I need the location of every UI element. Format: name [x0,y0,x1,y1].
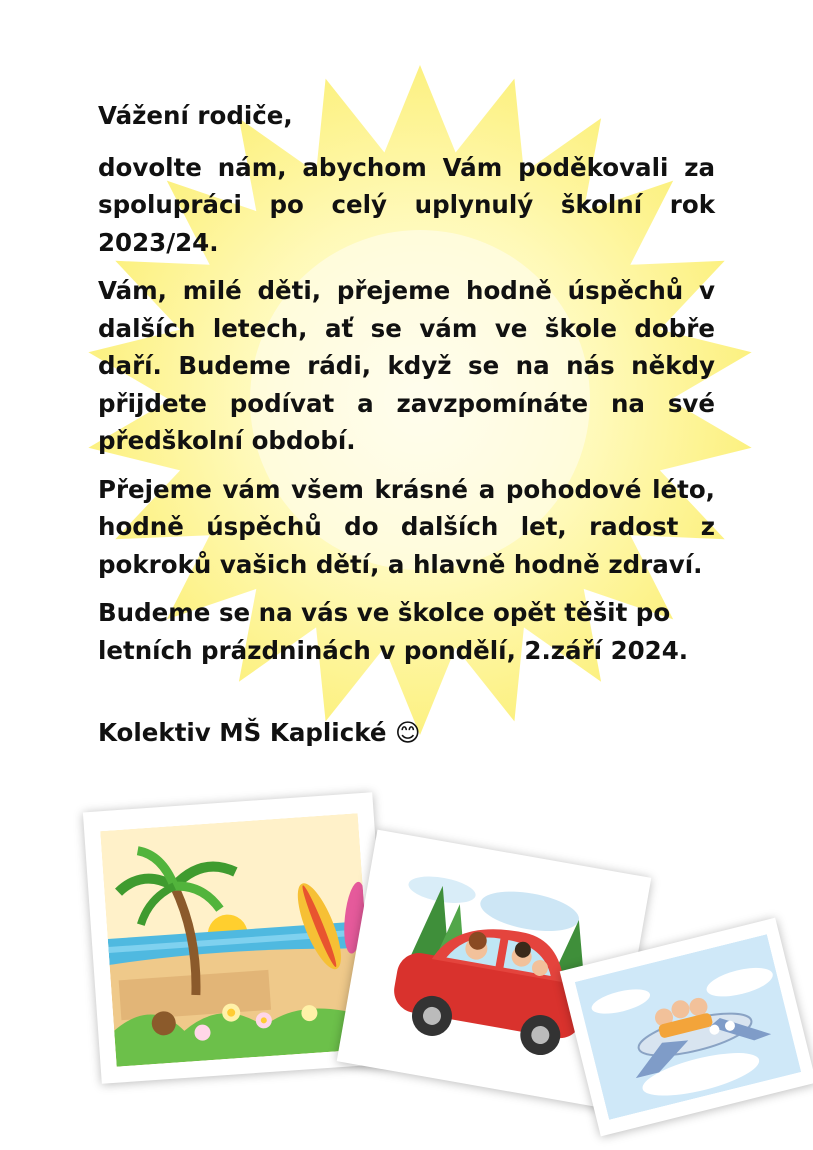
beach-palm-illustration [100,813,374,1066]
airplane-illustration [575,934,801,1120]
greeting: Vážení rodiče, [98,101,293,130]
paragraph-summer-wishes: Přejeme vám všem krásné a pohodové léto, hodně úspěchů do dalších let, radost z pokroků vašich dětí, a hlavně hodně zdraví. [98,474,715,579]
letter-body [98,97,715,763]
paragraph-reopening: Budeme se na vás ve školce opět těšit po letních prázdninách v pondělí, 2.září 2024. [98,598,689,665]
paragraph-children-wishes: Vám, milé děti, přejeme hodně úspěchů v dalších letech, ať se vám ve škole dobře daří. Budeme rádi, když se na nás někdy přijdete podívat a zavzpomínáte na své předškolní období. [98,276,715,455]
signature: Kolektiv MŠ Kaplické 😊 [98,718,421,747]
paragraph-thanks: dovolte nám, abychom Vám poděkovali za spolupráci po celý uplynulý školní rok 2023/24. [98,152,715,257]
